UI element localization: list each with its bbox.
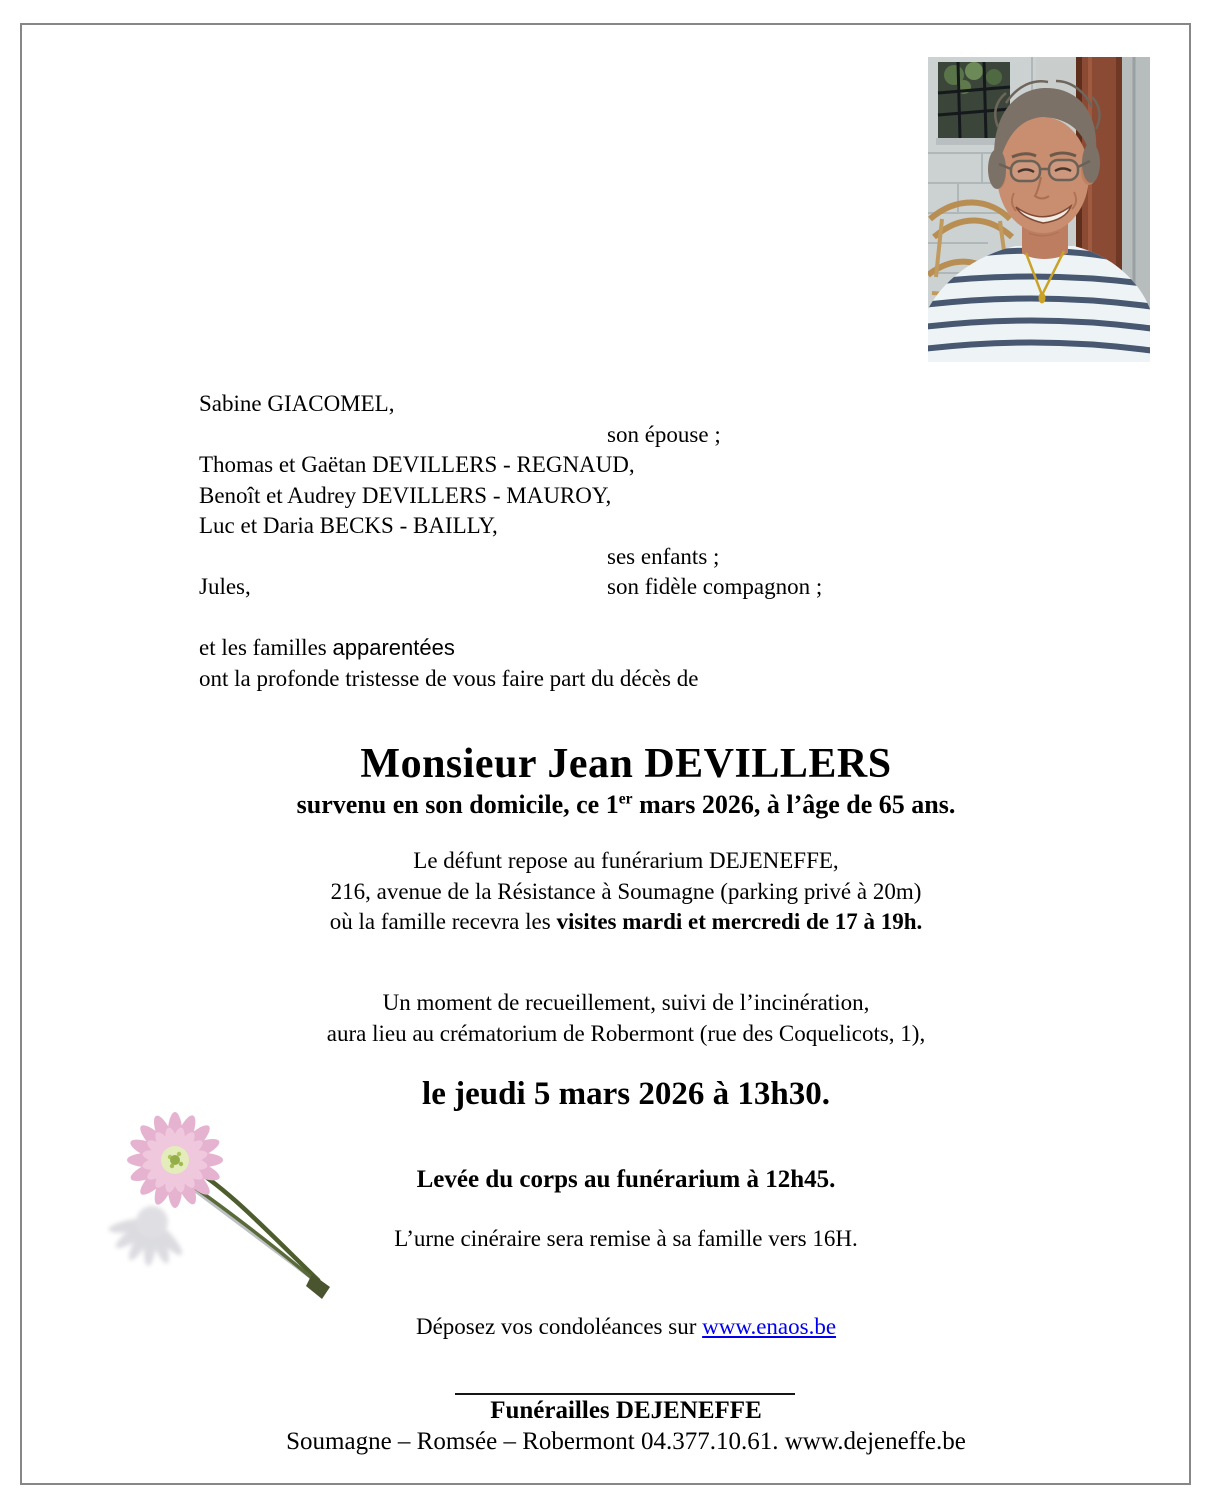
funerarium-line-2: 216, avenue de la Résistance à Soumagne (parking privé à 20m) [330, 878, 922, 904]
family-line-child-2: Benoît et Audrey DEVILLERS - MAUROY, [199, 482, 612, 508]
ceremony-line-2: aura lieu au crématorium de Robermont (rue des Coquelicots, 1), [326, 1020, 926, 1046]
urn-info: L’urne cinéraire sera remise à sa famille vers 16H. [394, 1226, 858, 1251]
family-line-blank [199, 603, 1079, 634]
announcement-sentence: ont la profonde tristesse de vous faire part du décès de [199, 665, 699, 691]
visits-bold-text: visites mardi et mercredi de 17 à 19h. [556, 909, 923, 934]
funerarium-line-3 [38, 907, 1214, 938]
ceremony-line-1: Un moment de recueillement, suivi de l’incinération, [382, 990, 870, 1015]
condolences-line [38, 1314, 1214, 1340]
related-families-text: et les familles [199, 635, 327, 660]
ceremony-block [38, 988, 1214, 1049]
funeral-home-name: Funérailles DEJENEFFE [490, 1397, 762, 1424]
companion-relation: son fidèle compagnon ; [607, 574, 823, 599]
funeral-home-address: Soumagne – Romsée – Robermont 04.377.10.61. www.dejeneffe.be [286, 1428, 966, 1455]
ordinal-superscript: er [618, 790, 633, 808]
companion-name: Jules, [199, 574, 251, 599]
funerarium-block [38, 846, 1214, 938]
family-block [199, 389, 1079, 694]
ceremony-date: le jeudi 5 mars 2026 à 13h30. [422, 1076, 830, 1112]
family-line-child-1: Thomas et Gaëtan DEVILLERS - REGNAUD, [199, 452, 635, 477]
funerarium-line-1: Le défunt repose au funérarium DEJENEFFE, [413, 848, 839, 873]
family-line-children-relation: ses enfants ; [607, 543, 720, 569]
family-line-related [199, 633, 1079, 664]
condolences-text: Déposez vos condoléances sur [415, 1314, 703, 1339]
flower-image [72, 1088, 352, 1323]
related-families-sans-text: apparentées [332, 635, 455, 660]
family-line-wife-name: Sabine GIACOMEL, [199, 391, 395, 416]
family-line-companion [199, 572, 1079, 603]
body-removal-time: Levée du corps au funérarium à 12h45. [416, 1166, 836, 1193]
deceased-name-title: Monsieur Jean DEVILLERS [360, 741, 892, 787]
death-details-pre: survenu en son domicile, ce 1 [296, 790, 619, 819]
deceased-photo [928, 57, 1150, 362]
enaos-link[interactable]: www.enaos.be [702, 1314, 837, 1339]
footer-divider [455, 1393, 795, 1395]
family-line-child-3: Luc et Daria BECKS - BAILLY, [199, 513, 498, 538]
visits-pre-text: où la famille recevra les [329, 909, 557, 934]
death-details-post: mars 2026, à l’âge de 65 ans. [632, 790, 956, 819]
family-line-wife-relation: son épouse ; [607, 421, 721, 447]
death-details [38, 790, 1214, 820]
